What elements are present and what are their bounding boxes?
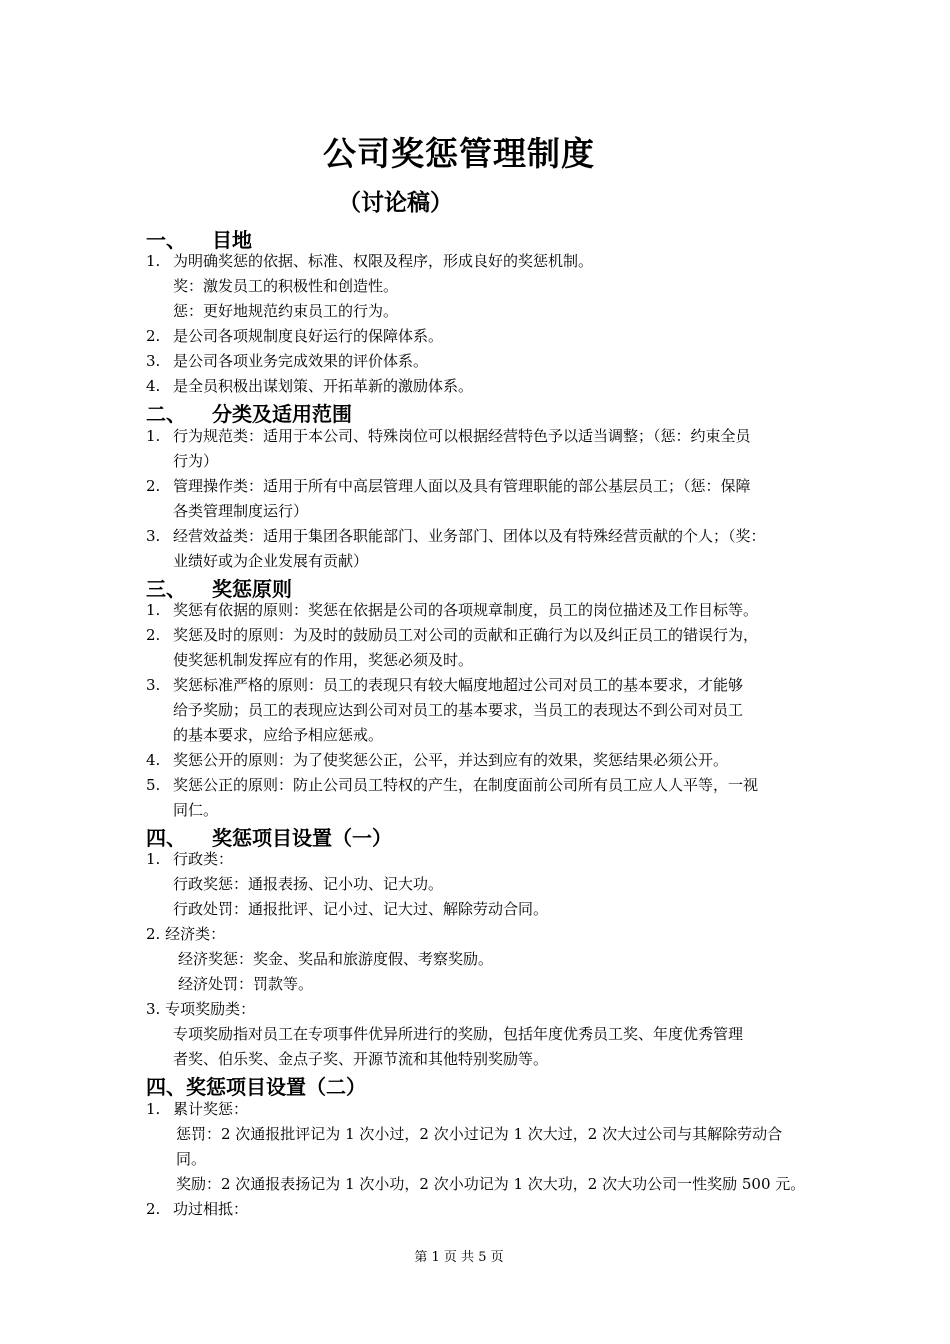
list-item-continued: 给予奖励；员工的表现应达到公司对员工的基本要求，当员工的表现达不到公司对员工 — [173, 701, 744, 719]
list-item-continued: 同。 — [176, 1150, 207, 1168]
list-item: 奖惩公正的原则：防止公司员工特权的产生，在制度面前公司所有员工应人人平等，一视 — [173, 776, 759, 794]
list-item: 3. 专项奖励类： — [146, 1000, 256, 1018]
list-number: 2. — [146, 1200, 161, 1218]
list-item: 行为规范类：适用于本公司、特殊岗位可以根据经营特色予以适当调整；（惩：约束全员 — [173, 427, 751, 445]
document-title: 公司奖惩管理制度 — [323, 134, 595, 173]
list-item: 累计奖惩： — [173, 1100, 249, 1118]
list-item: 经营效益类：适用于集团各职能部门、业务部门、团体以及有特殊经营贡献的个人；（奖： — [173, 527, 766, 545]
list-item-detail: 行政奖惩：通报表扬、记小功、记大功。 — [173, 875, 444, 893]
list-number: 3. — [146, 527, 161, 545]
section-heading-2 — [146, 398, 352, 427]
section-number: 二、 — [146, 402, 186, 426]
list-item: 功过相抵： — [173, 1200, 249, 1218]
list-number: 2. — [146, 477, 161, 495]
list-number: 3. — [146, 676, 161, 694]
list-item: 奖惩公开的原则：为了使奖惩公正，公平，并达到应有的效果，奖惩结果必须公开。 — [173, 751, 729, 769]
section-number: 三、 — [146, 577, 186, 601]
list-item-continued: 同仁。 — [173, 801, 219, 819]
list-item-detail: 行政处罚：通报批评、记小过、记大过、解除劳动合同。 — [173, 900, 549, 918]
list-number: 1. — [146, 1100, 161, 1118]
section-title: 奖惩原则 — [212, 577, 292, 601]
list-item: 奖惩标准严格的原则：员工的表现只有较大幅度地超过公司对员工的基本要求，才能够 — [173, 676, 744, 694]
list-number: 1. — [146, 601, 161, 619]
list-item: 2. 经济类： — [146, 925, 226, 943]
list-item-detail: 惩罚：2 次通报批评记为 1 次小过，2 次小过记为 1 次大过，2 次大过公司与其解除劳动合 — [176, 1125, 783, 1143]
section-heading-1 — [146, 224, 252, 253]
list-item-detail: 经济处罚：罚款等。 — [178, 975, 314, 993]
list-item-continued: 的基本要求，应给予相应惩戒。 — [173, 726, 384, 744]
list-number: 4. — [146, 751, 161, 769]
list-item-detail: 惩：更好地规范约束员工的行为。 — [173, 302, 399, 320]
list-number: 1. — [146, 850, 161, 868]
section-heading-5: 四、奖惩项目设置（二） — [146, 1075, 366, 1099]
list-item-continued: 各类管理制度运行） — [173, 502, 309, 520]
list-item-detail: 专项奖励指对员工在专项事件优异所进行的奖励，包括年度优秀员工奖、年度优秀管理 — [173, 1025, 744, 1043]
list-item: 管理操作类：适用于所有中高层管理人面以及具有管理职能的部公基层员工；（惩：保障 — [173, 477, 751, 495]
list-item-continued: 行为） — [173, 452, 219, 470]
list-item-continued: 者奖、伯乐奖、金点子奖、开源节流和其他特别奖励等。 — [173, 1050, 549, 1068]
list-number: 1. — [146, 252, 161, 270]
document-subtitle: （讨论稿） — [338, 190, 453, 216]
section-title: 分类及适用范围 — [212, 402, 352, 426]
list-number: 3. — [146, 352, 161, 370]
list-item: 行政类： — [173, 850, 234, 868]
list-item-continued: 使奖惩机制发挥应有的作用，奖惩必须及时。 — [173, 651, 474, 669]
list-item-detail: 奖：激发员工的积极性和创造性。 — [173, 277, 399, 295]
list-number: 5. — [146, 776, 161, 794]
section-number: 一、 — [146, 228, 186, 252]
list-item: 奖惩及时的原则：为及时的鼓励员工对公司的贡献和正确行为以及纠正员工的错误行为， — [173, 626, 759, 644]
section-title: 奖惩项目设置（一） — [212, 826, 392, 850]
list-item: 为明确奖惩的依据、标准、权限及程序，形成良好的奖惩机制。 — [173, 252, 594, 270]
list-item-detail: 奖励：2 次通报表扬记为 1 次小功，2 次小功记为 1 次大功，2 次大功公司一性奖励 500 元。 — [176, 1175, 806, 1193]
list-number: 4. — [146, 377, 161, 395]
list-item-detail: 经济奖惩：奖金、奖品和旅游度假、考察奖励。 — [178, 950, 494, 968]
list-item: 是公司各项业务完成效果的评价体系。 — [173, 352, 429, 370]
section-heading-3 — [146, 573, 292, 602]
section-number: 四、 — [146, 826, 186, 850]
list-number: 1. — [146, 427, 161, 445]
list-item-continued: 业绩好或为企业发展有贡献） — [173, 552, 369, 570]
list-item: 奖惩有依据的原则：奖惩在依据是公司的各项规章制度，员工的岗位描述及工作目标等。 — [173, 601, 759, 619]
list-item: 是公司各项规制度良好运行的保障体系。 — [173, 327, 444, 345]
list-item: 是全员积极出谋划策、开拓革新的激励体系。 — [173, 377, 474, 395]
list-number: 2. — [146, 327, 161, 345]
section-heading-4 — [146, 822, 392, 851]
section-title: 目地 — [212, 228, 252, 252]
page-footer: 第 1 页 共 5 页 — [414, 1250, 504, 1265]
list-number: 2. — [146, 626, 161, 644]
